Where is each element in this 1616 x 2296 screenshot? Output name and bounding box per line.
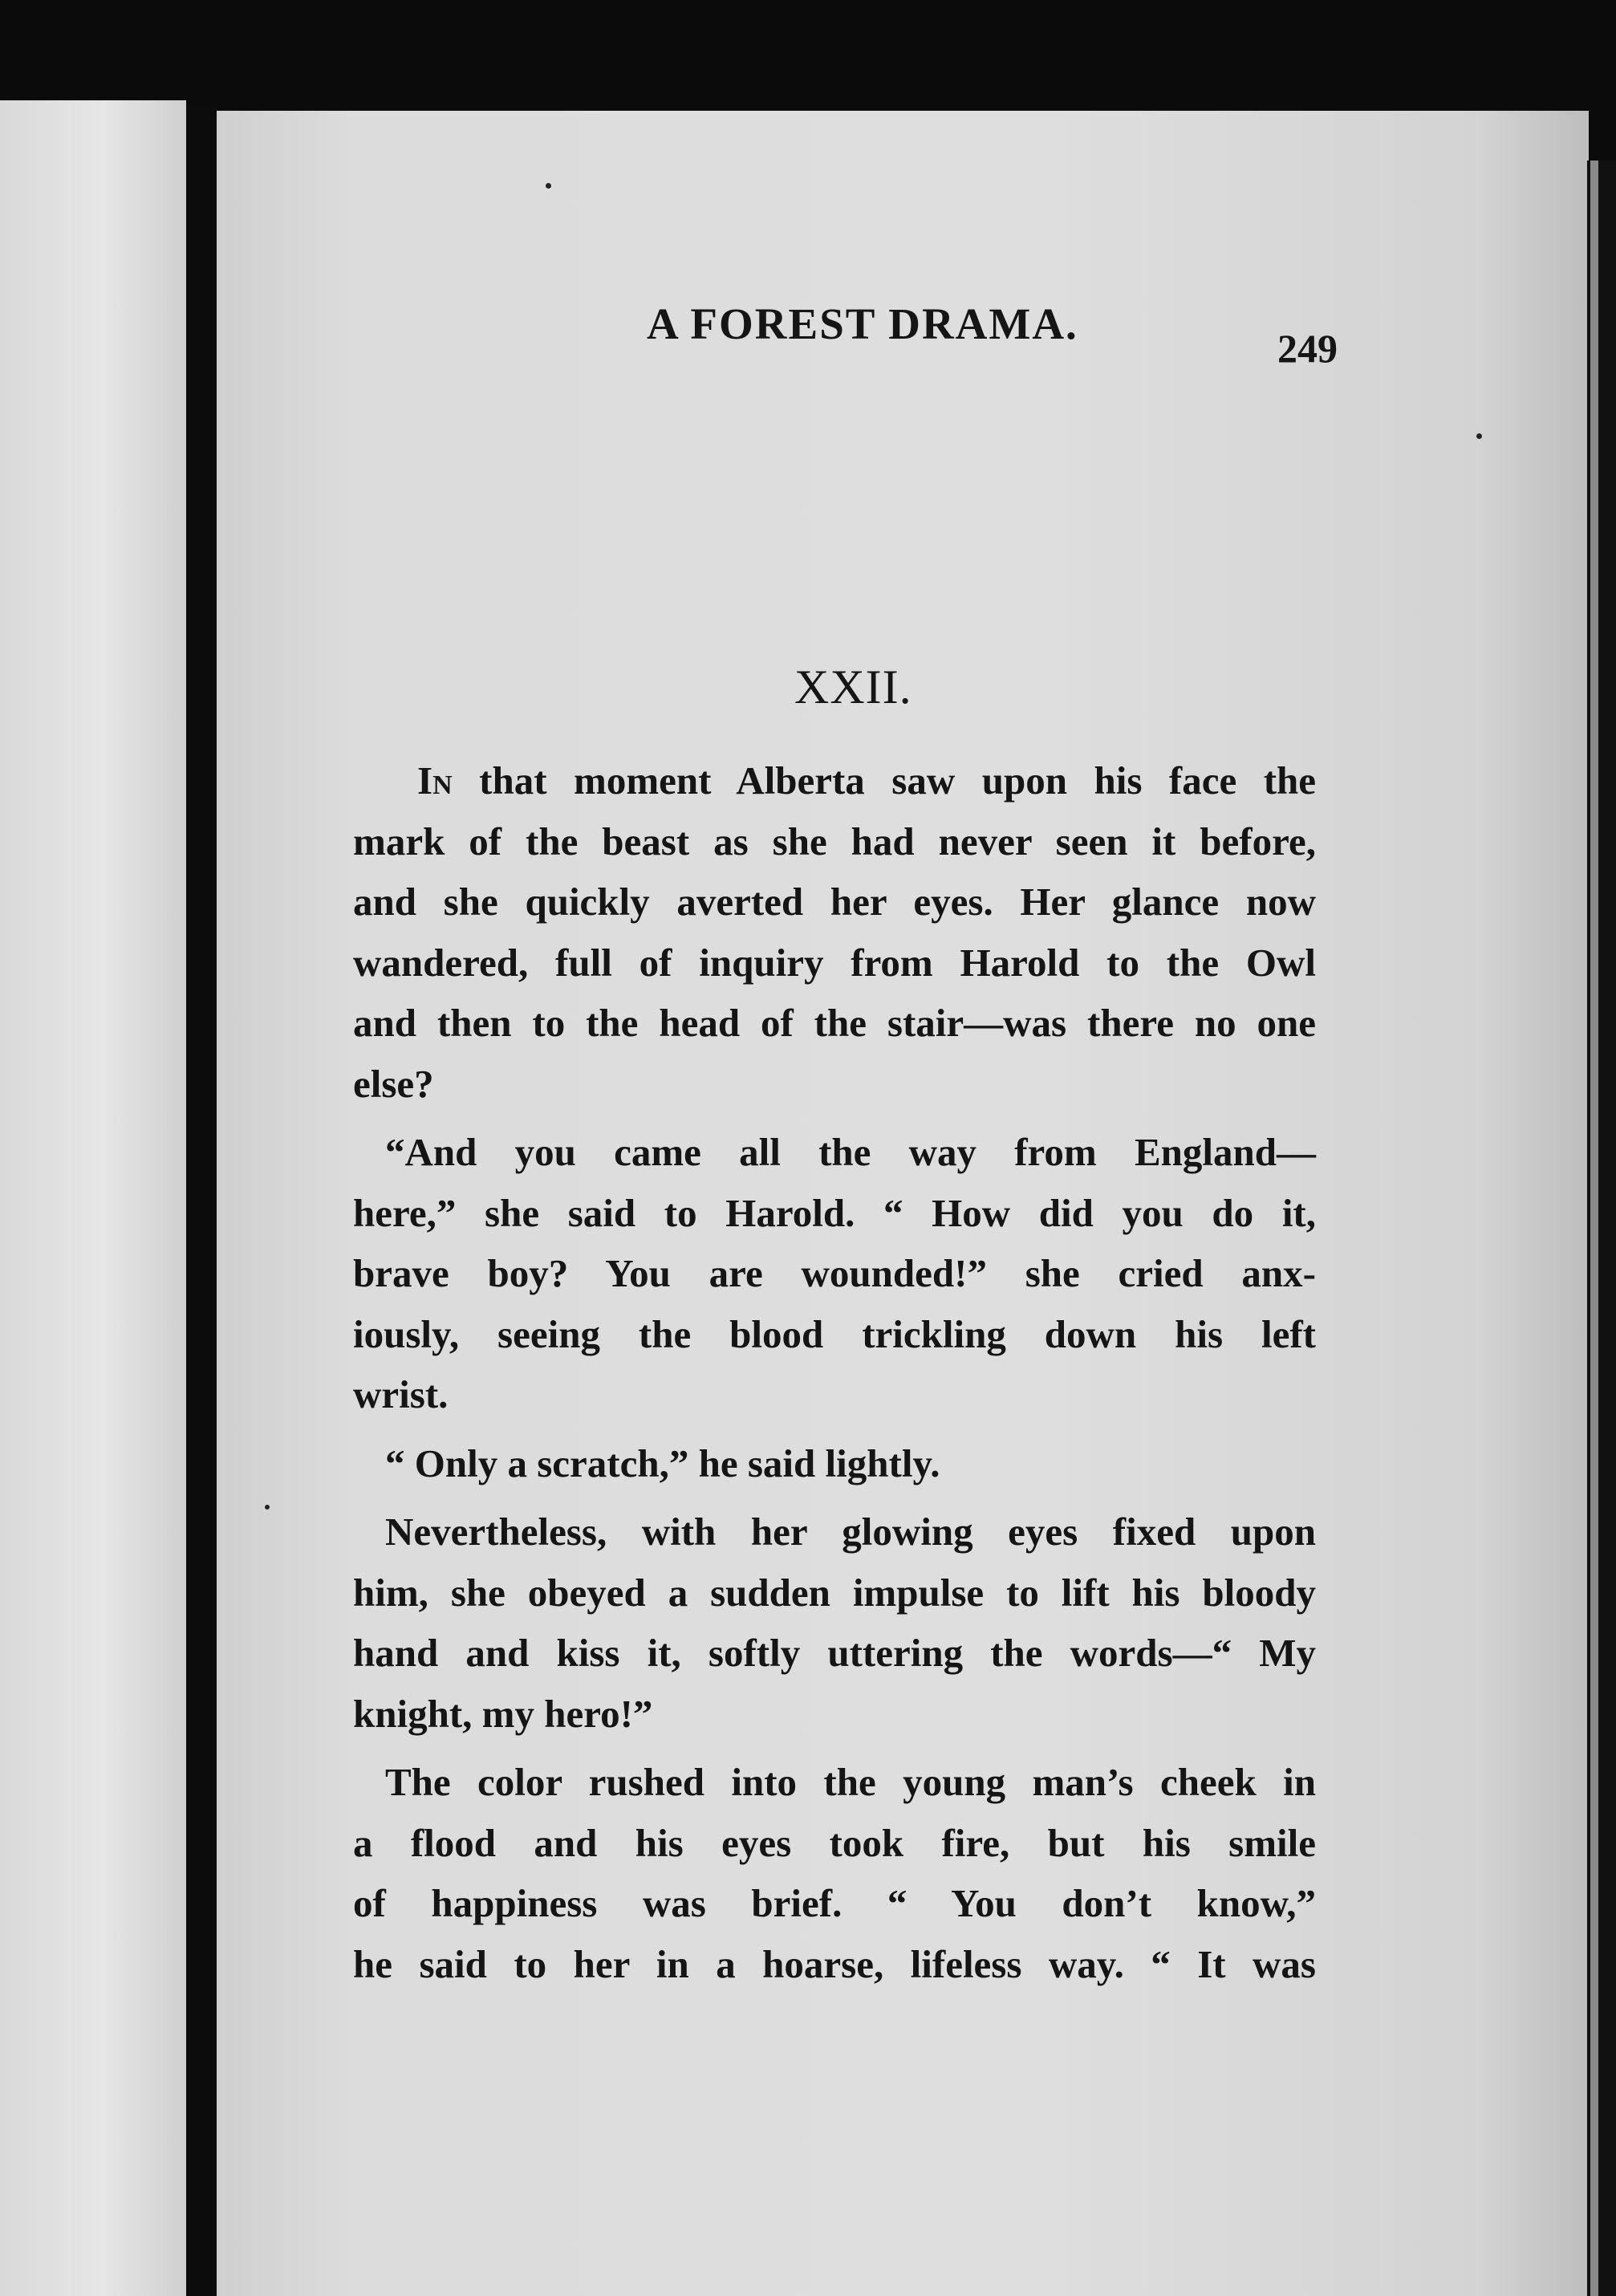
page-speck <box>265 1505 270 1510</box>
paragraph <box>353 1122 1316 1425</box>
drop-lead-word: In <box>417 758 453 803</box>
text-line: “And you came all the way from England— <box>385 1130 1316 1174</box>
text-line: a flood and his eyes took fire, but his smile <box>353 1820 1316 1865</box>
text-line: brave boy? You are wounded!” she cried anx- <box>353 1251 1316 1295</box>
text-line: knight, my hero!” <box>353 1691 653 1736</box>
chapter-number: XXII. <box>794 660 912 713</box>
text-line: him, she obeyed a sudden impulse to lift his bloody <box>353 1570 1316 1615</box>
text-line: wandered, full of inquiry from Harold to the Owl <box>353 940 1316 985</box>
book-gutter <box>186 104 217 2296</box>
text-line: iously, seeing the blood trickling down his left <box>353 1311 1316 1356</box>
text-line: hand and kiss it, softly uttering the words—“ My <box>353 1631 1316 1675</box>
text-line: wrist. <box>353 1372 449 1416</box>
text-line: and then to the head of the stair—was there no one <box>353 1001 1316 1045</box>
text-line: Nevertheless, with her glowing eyes fixed upon <box>385 1510 1316 1554</box>
paragraph <box>353 1433 1316 1494</box>
right-page-edge <box>1587 161 1616 2296</box>
paragraph <box>353 750 1316 1114</box>
page-speck <box>1476 433 1482 439</box>
text-line: and she quickly averted her eyes. Her glance now <box>353 880 1316 924</box>
left-page-edge <box>0 100 186 2296</box>
text-line: he said to her in a hoarse, lifeless way. “ It was <box>353 1941 1316 1986</box>
page-number: 249 <box>1277 326 1338 371</box>
text-line: “ Only a scratch,” he said lightly. <box>385 1441 940 1485</box>
page-speck <box>546 183 551 189</box>
text-line: mark of the beast as she had never seen it before, <box>353 819 1316 864</box>
running-head: A FOREST DRAMA. <box>647 299 1078 348</box>
body-text <box>353 750 1316 1994</box>
text-line: here,” she said to Harold. “ How did you do it, <box>353 1190 1316 1235</box>
paragraph <box>353 1752 1316 1994</box>
text-line: else? <box>353 1061 434 1106</box>
text-line: The color rushed into the young man’s cheek in <box>385 1760 1316 1804</box>
text-line: In that moment Alberta saw upon his face the <box>417 758 1317 803</box>
paragraph <box>353 1502 1316 1744</box>
text-line: of happiness was brief. “ You don’t know,” <box>353 1881 1316 1925</box>
